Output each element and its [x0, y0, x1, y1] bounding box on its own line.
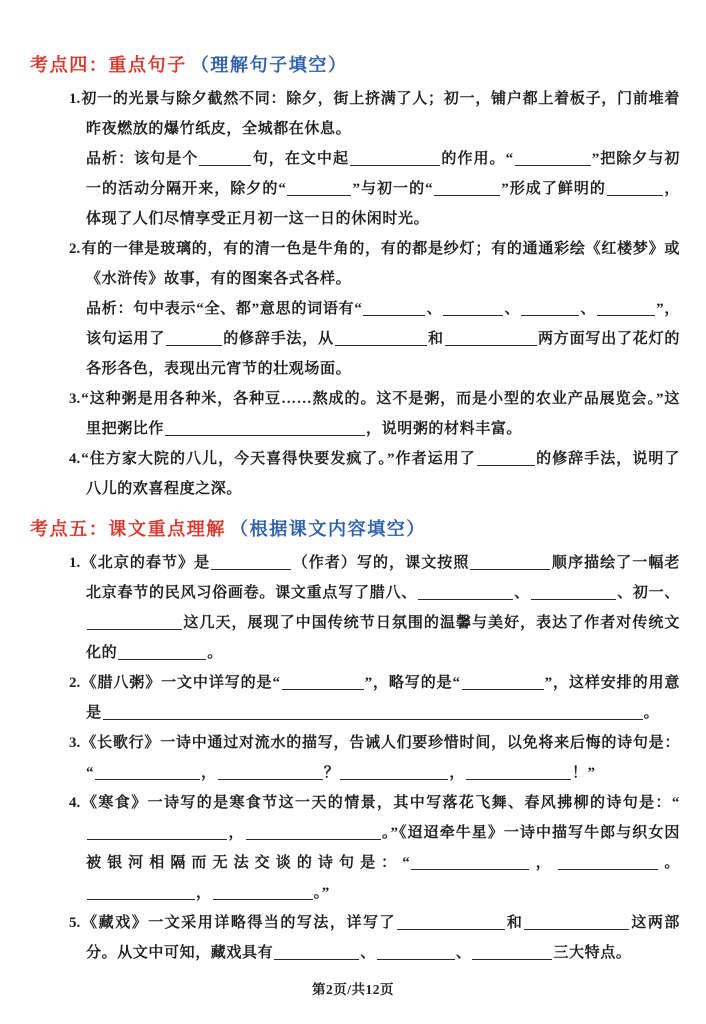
- question-item: [30, 444, 680, 504]
- page-footer: [0, 978, 706, 998]
- question-paragraph: 3.《长歌行》一诗中通过对流水的描写，告诫人们要珍惜时间，以免将来后悔的诗句是：“ ， ？ ， ！”: [69, 735, 680, 781]
- item-number: 4.: [69, 795, 81, 811]
- page-number: 第2页/共12页: [311, 982, 394, 997]
- question-item: [30, 384, 680, 444]
- section-heading: [30, 52, 680, 78]
- question-item: [30, 668, 680, 728]
- fill-in-blank: [434, 181, 500, 196]
- fill-in-blank: [103, 705, 643, 720]
- item-number: 1.: [69, 91, 81, 107]
- fill-in-blank: [515, 151, 591, 166]
- question-paragraph: 2.有的一律是玻璃的，有的清一色是牛角的，有的都是纱灯；有的通通彩绘《红楼梦》或《水浒传》故事，有的图案各式各样。: [69, 241, 680, 287]
- fill-in-blank: [524, 915, 629, 930]
- question-paragraph: 4.《寒食》一诗写的是寒食节这一天的情景，其中写落花飞舞、春风拂柳的诗句是：“， 。”《迢迢牵牛星》一诗中描写牛郎与织女因被银河相隔而无法交谈的诗句是：“ ， 。， 。”: [69, 795, 680, 901]
- fill-in-blank: [531, 585, 616, 600]
- fill-in-blank: [335, 331, 427, 346]
- fill-in-blank: [558, 855, 658, 870]
- question-item: [30, 84, 680, 234]
- question-paragraph: 1.《北京的春节》是 （作者）写的，课文按照 顺序描绘了一幅老北京春节的民风习俗画卷。课文重点写了腊八、 、 、初一、这几天，展现了中国传统节日氛围的温馨与美好，表达了作者对传统文化的 。: [69, 555, 681, 661]
- fill-in-blank: [213, 885, 313, 900]
- section-title-main: 考点四：重点句子: [30, 55, 187, 75]
- section-kaodian-5: [30, 516, 680, 968]
- question-paragraph: 5.《藏戏》一文采用详略得当的写法，详写了 和 这两部分。从文中可知，藏戏具有 、 、 三大特点。: [69, 915, 680, 961]
- fill-in-blank: [274, 945, 359, 960]
- fill-in-blank: [246, 825, 381, 840]
- question-paragraph: 2.《腊八粥》一文中详写的是“ ”，略写的是“ ”，这样安排的用意是 。: [69, 675, 680, 721]
- fill-in-blank: [418, 585, 513, 600]
- section-kaodian-4: [30, 52, 680, 504]
- fill-in-blank: [218, 765, 323, 780]
- fill-in-blank: [472, 945, 552, 960]
- question-item: [30, 908, 680, 968]
- worksheet-content: [30, 52, 680, 968]
- fill-in-blank: [211, 555, 291, 570]
- fill-in-blank: [199, 151, 251, 166]
- question-paragraph: 3.“这种粥是用各种米，各种豆……熬成的。这不是粥，而是小型的农业产品展览会。”这里把粥比作 ，说明粥的材料丰富。: [69, 391, 680, 437]
- item-number: 5.: [69, 915, 81, 931]
- fill-in-blank: [287, 181, 351, 196]
- fill-in-blank: [397, 915, 505, 930]
- question-item: [30, 234, 680, 384]
- item-number: 3.: [69, 391, 81, 407]
- fill-in-blank: [377, 945, 455, 960]
- fill-in-blank: [466, 765, 571, 780]
- fill-in-blank: [87, 885, 195, 900]
- section-title-main: 考点五：课文重点理解: [30, 519, 226, 539]
- fill-in-blank: [87, 825, 227, 840]
- fill-in-blank: [340, 765, 448, 780]
- fill-in-blank: [165, 421, 365, 436]
- question-paragraph: 品析：句中表示“全、都”意思的词语有“ 、 、 、 ”，该句运用了 的修辞手法，从 和 两方面写出了花灯的各形各色，表现出元宵节的壮观场面。: [86, 301, 680, 377]
- question-paragraph: 4.“住方家大院的八儿，今天喜得快要发疯了。”作者运用了 的修辞手法，说明了八儿的欢喜程度之深。: [69, 451, 680, 497]
- question-item: [30, 548, 680, 668]
- item-number: 4.: [69, 451, 81, 467]
- fill-in-blank: [607, 181, 663, 196]
- item-number: 3.: [69, 735, 81, 751]
- fill-in-blank: [282, 675, 364, 690]
- fill-in-blank: [87, 615, 182, 630]
- question-item: [30, 788, 680, 908]
- section-title-note: （理解句子填空）: [190, 55, 348, 75]
- section-title-note: （根据课文内容填空）: [230, 519, 426, 539]
- fill-in-blank: [521, 301, 579, 316]
- fill-in-blank: [363, 301, 425, 316]
- fill-in-blank: [597, 301, 655, 316]
- fill-in-blank: [118, 645, 206, 660]
- fill-in-blank: [443, 301, 503, 316]
- item-number: 2.: [69, 675, 81, 691]
- question-paragraph: 1.初一的光景与除夕截然不同：除夕，街上挤满了人；初一，铺户都上着板子，门前堆着昨夜燃放的爆竹纸皮，全城都在休息。: [69, 91, 680, 137]
- fill-in-blank: [462, 675, 544, 690]
- question-item: [30, 728, 680, 788]
- fill-in-blank: [350, 151, 440, 166]
- fill-in-blank: [166, 331, 222, 346]
- fill-in-blank: [445, 331, 537, 346]
- item-number: 2.: [69, 241, 81, 257]
- question-paragraph: 品析：该句是个 句，在文中起 的作用。“ ”把除夕与初一的活动分隔开来，除夕的“ ”与初一的“ ”形成了鲜明的 ，体现了人们尽情享受正月初一这一日的休闲时光。: [86, 151, 680, 227]
- fill-in-blank: [470, 555, 550, 570]
- fill-in-blank: [477, 451, 535, 466]
- fill-in-blank: [95, 765, 200, 780]
- fill-in-blank: [411, 855, 529, 870]
- item-number: 1.: [69, 555, 81, 571]
- section-heading: [30, 516, 680, 542]
